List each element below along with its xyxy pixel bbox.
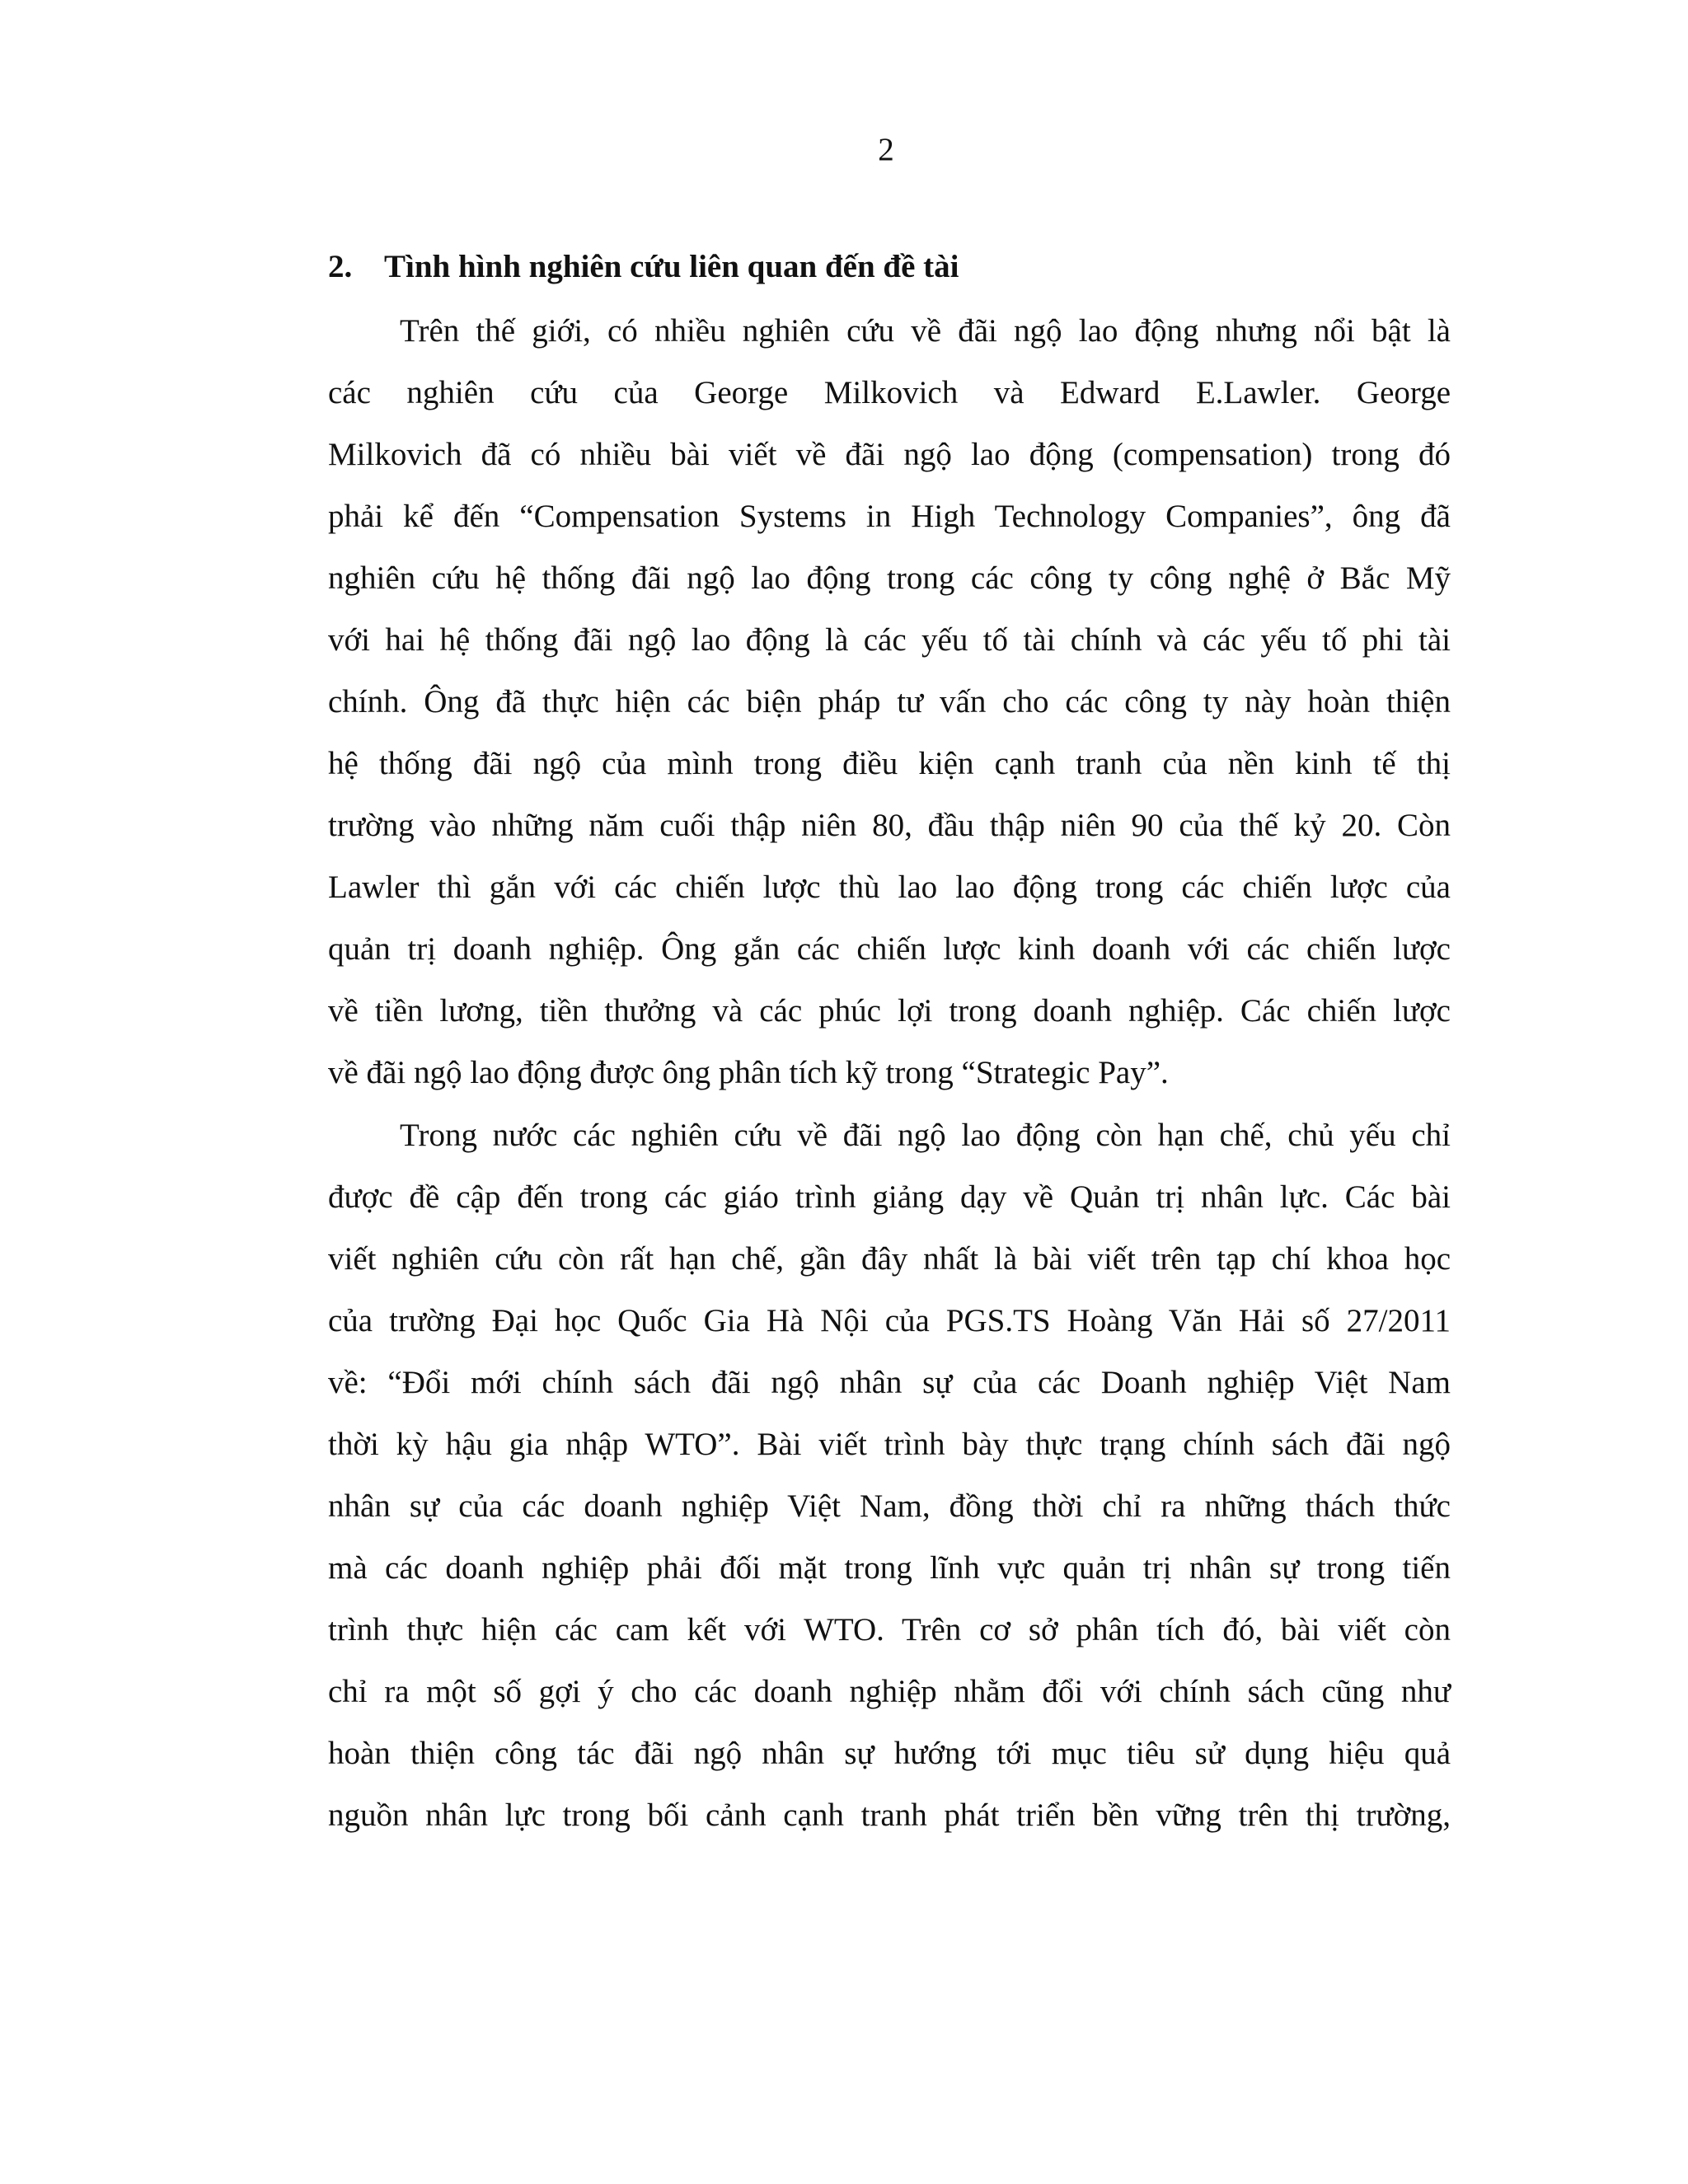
text-line: viết nghiên cứu còn rất hạn chế, gần đây nhất là bài viết trên tạp chí khoa học <box>328 1241 1451 1277</box>
text-line: được đề cập đến trong các giáo trình giảng dạy về Quản trị nhân lực. Các bài <box>328 1179 1451 1215</box>
text-line: mà các doanh nghiệp phải đối mặt trong lĩnh vực quản trị nhân sự trong tiến <box>328 1550 1451 1586</box>
text-line: hoàn thiện công tác đãi ngộ nhân sự hướng tới mục tiêu sử dụng hiệu quả <box>328 1736 1451 1771</box>
text-line: về đãi ngộ lao động được ông phân tích kỹ trong “Strategic Pay”. <box>328 1055 1169 1090</box>
text-line: trường vào những năm cuối thập niên 80, đầu thập niên 90 của thế kỷ 20. Còn <box>328 808 1451 843</box>
text-line: Trên thế giới, có nhiều nghiên cứu về đãi ngộ lao động nhưng nổi bật là <box>400 313 1451 349</box>
text-line: với hai hệ thống đãi ngộ lao động là các yếu tố tài chính và các yếu tố phi tài <box>328 622 1451 658</box>
page-number: 2 <box>878 132 894 167</box>
text-line: chỉ ra một số gợi ý cho các doanh nghiệp nhằm đổi với chính sách cũng như <box>328 1674 1451 1709</box>
section-title: Tình hình nghiên cứu liên quan đến đề tài <box>384 249 959 284</box>
section-heading <box>328 247 959 287</box>
text-line: Milkovich đã có nhiều bài viết về đãi ngộ lao động (compensation) trong đó <box>328 437 1451 472</box>
text-line: trình thực hiện các cam kết với WTO. Trên cơ sở phân tích đó, bài viết còn <box>328 1612 1451 1647</box>
text-line: nghiên cứu hệ thống đãi ngộ lao động trong các công ty công nghệ ở Bắc Mỹ <box>328 560 1451 596</box>
section-number: 2. <box>328 249 353 284</box>
text-line: Trong nước các nghiên cứu về đãi ngộ lao động còn hạn chế, chủ yếu chỉ <box>400 1118 1451 1153</box>
text-line: Lawler thì gắn với các chiến lược thù lao lao động trong các chiến lược của <box>328 869 1451 905</box>
text-line: phải kể đến “Compensation Systems in High Technology Companies”, ông đã <box>328 499 1451 534</box>
text-line: quản trị doanh nghiệp. Ông gắn các chiến lược kinh doanh với các chiến lược <box>328 931 1451 967</box>
text-line: chính. Ông đã thực hiện các biện pháp tư vấn cho các công ty này hoàn thiện <box>328 684 1451 719</box>
text-line: về: “Đổi mới chính sách đãi ngộ nhân sự của các Doanh nghiệp Việt Nam <box>328 1365 1451 1400</box>
text-line: nguồn nhân lực trong bối cảnh cạnh tranh phát triển bền vững trên thị trường, <box>328 1797 1451 1833</box>
text-line: của trường Đại học Quốc Gia Hà Nội của PGS.TS Hoàng Văn Hải số 27/2011 <box>328 1303 1451 1338</box>
text-line: hệ thống đãi ngộ của mình trong điều kiện cạnh tranh của nền kinh tế thị <box>328 746 1451 781</box>
text-line: nhân sự của các doanh nghiệp Việt Nam, đồng thời chỉ ra những thách thức <box>328 1488 1451 1524</box>
text-line: thời kỳ hậu gia nhập WTO”. Bài viết trình bày thực trạng chính sách đãi ngộ <box>328 1427 1451 1462</box>
text-line: các nghiên cứu của George Milkovich và Edward E.Lawler. George <box>328 375 1451 410</box>
text-line: về tiền lương, tiền thưởng và các phúc lợi trong doanh nghiệp. Các chiến lược <box>328 993 1451 1029</box>
